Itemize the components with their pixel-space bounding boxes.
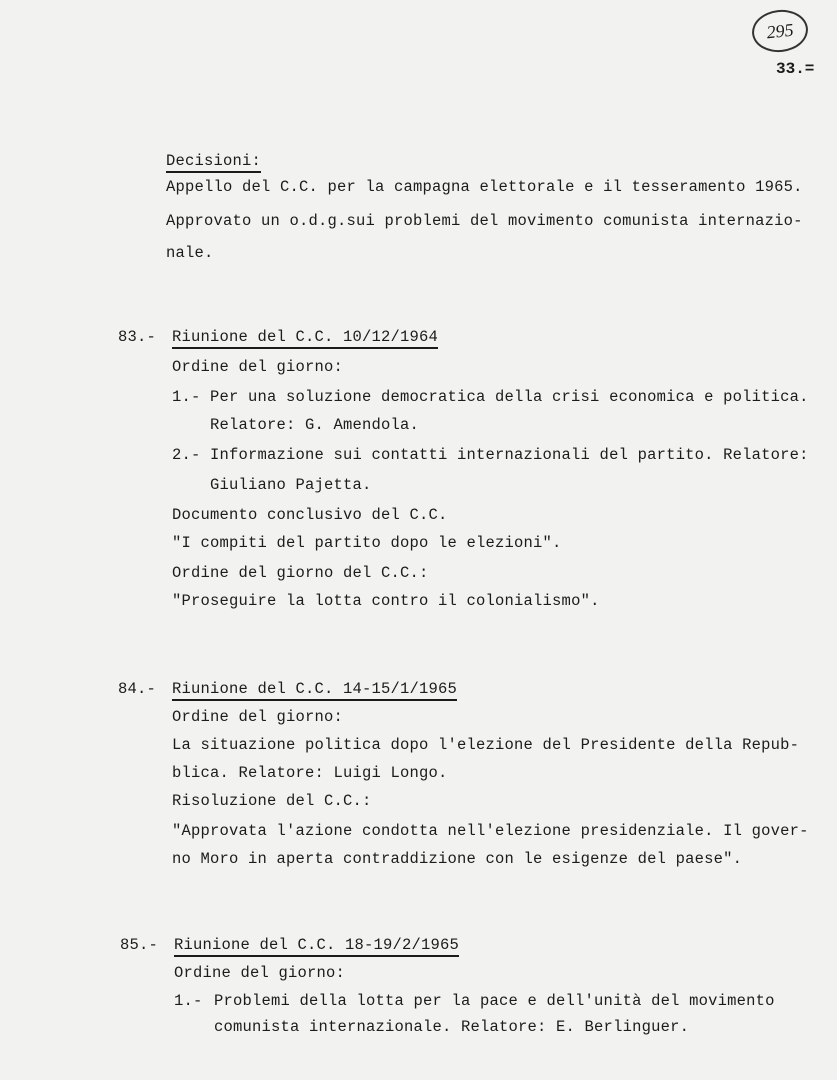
section-83-odg-cc-title: "Proseguire la lotta contro il colonialismo". (172, 592, 600, 610)
section-83-item1-num: 1.- (172, 388, 201, 406)
section-83-item1-relatore: Relatore: G. Amendola. (210, 416, 420, 434)
section-83-number: 83.- (118, 328, 157, 346)
section-84-quote-line: no Moro in aperta contraddizione con le esigenze del paese". (172, 850, 743, 868)
section-83-odg-cc: Ordine del giorno del C.C.: (172, 564, 429, 582)
page-number: 33.= (776, 60, 815, 78)
section-83-item2-num: 2.- (172, 446, 201, 464)
section-84-risoluzione: Risoluzione del C.C.: (172, 792, 372, 810)
section-85-number: 85.- (120, 936, 159, 954)
section-84-text-line: La situazione politica dopo l'elezione del Presidente della Repub- (172, 736, 800, 754)
decisioni-line: Approvato un o.d.g.sui problemi del movimento comunista internazio- (166, 212, 803, 230)
section-83-title: Riunione del C.C. 10/12/1964 (172, 328, 438, 346)
decisioni-line: Appello del C.C. per la campagna elettorale e il tesseramento 1965. (166, 178, 803, 196)
section-85-item1-text: Problemi della lotta per la pace e dell'unità del movimento (214, 992, 775, 1010)
section-83-documento-title: "I compiti del partito dopo le elezioni". (172, 534, 562, 552)
section-83-item1-text: Per una soluzione democratica della crisi economica e politica. (210, 388, 809, 406)
section-84-title: Riunione del C.C. 14-15/1/1965 (172, 680, 457, 698)
section-84-quote-line: "Approvata l'azione condotta nell'elezione presidenziale. Il gover- (172, 822, 809, 840)
archive-stamp: 295 (750, 7, 810, 55)
section-83-item2-text: Informazione sui contatti internazionali del partito. Relatore: (210, 446, 809, 464)
section-84-text-line: blica. Relatore: Luigi Longo. (172, 764, 448, 782)
section-83-item2-relatore: Giuliano Pajetta. (210, 476, 372, 494)
decisioni-line: nale. (166, 244, 214, 262)
section-85-item1-relatore: comunista internazionale. Relatore: E. Berlinguer. (214, 1018, 690, 1036)
section-85-item1-num: 1.- (174, 992, 203, 1010)
section-84-odg: Ordine del giorno: (172, 708, 344, 726)
section-83-documento: Documento conclusivo del C.C. (172, 506, 448, 524)
section-84-number: 84.- (118, 680, 157, 698)
decisioni-heading: Decisioni: (166, 152, 261, 170)
section-85-odg: Ordine del giorno: (174, 964, 346, 982)
section-83-odg: Ordine del giorno: (172, 358, 344, 376)
section-85-title: Riunione del C.C. 18-19/2/1965 (174, 936, 459, 954)
